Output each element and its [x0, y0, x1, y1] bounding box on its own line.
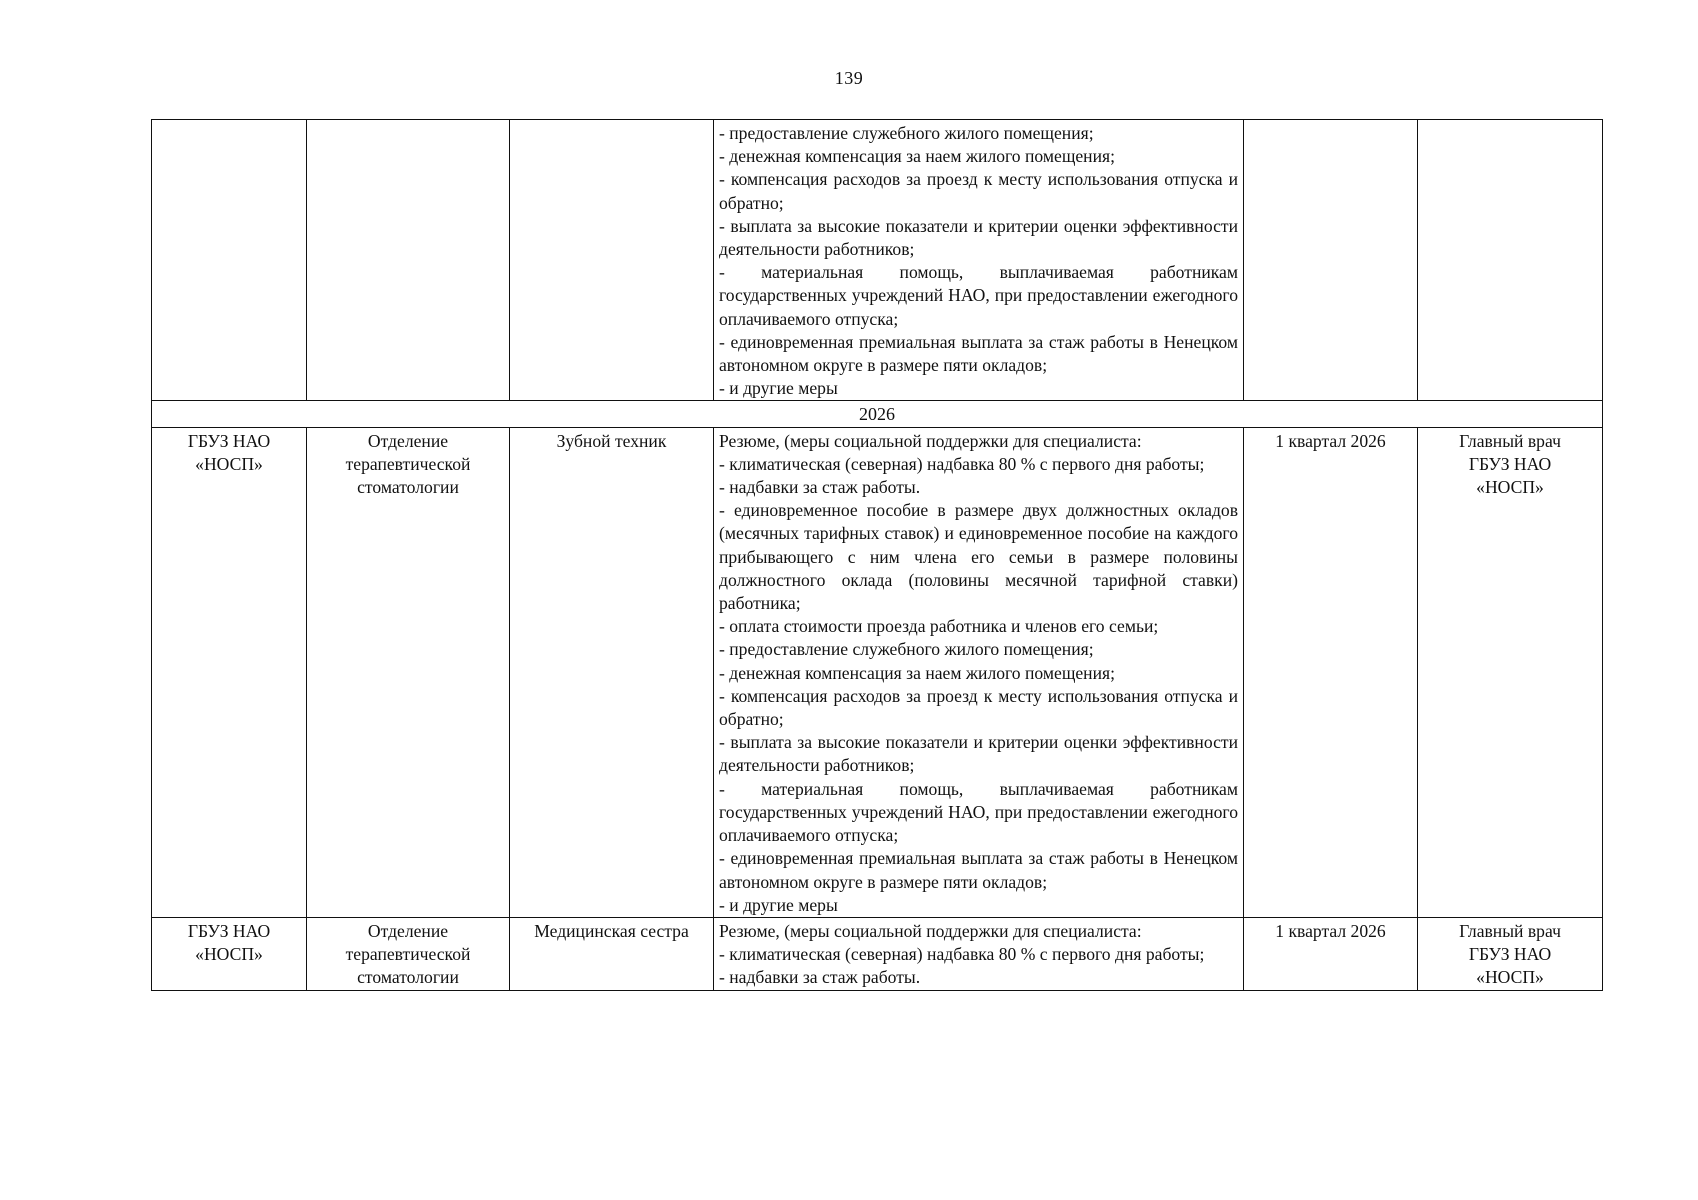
measures-cell: [714, 427, 1244, 917]
page-number: 139: [834, 68, 864, 88]
year-heading-row: [152, 401, 1603, 427]
institution-cell: [152, 917, 307, 990]
institution-cell: [152, 427, 307, 917]
measure-item: Резюме, (меры социальной поддержки для специалиста:: [719, 430, 1142, 451]
institution-abbr: «НОСП»: [195, 453, 263, 474]
measures-table: [151, 119, 1603, 991]
institution-cell: [152, 120, 307, 401]
measures-cell: [714, 120, 1244, 401]
institution-name: ГБУЗ НАО: [187, 430, 271, 451]
measure-item: - компенсация расходов за проезд к месту использования отпуска и обратно;: [719, 685, 1238, 730]
responsible-cell: [1418, 917, 1603, 990]
measure-item: - выплата за высокие показатели и критерии оценки эффективности деятельности работников;: [719, 215, 1238, 260]
department-line: стоматологии: [357, 477, 459, 498]
department-cell: [307, 917, 510, 990]
measure-item: - компенсация расходов за проезд к месту использования отпуска и обратно;: [719, 169, 1238, 213]
table-row: [152, 427, 1603, 917]
measures-cell: [714, 917, 1244, 990]
position-cell: Медицинская сестра: [510, 917, 714, 990]
responsible-line: ГБУЗ НАО: [1468, 944, 1552, 965]
measure-item: Резюме, (меры социальной поддержки для специалиста:: [719, 920, 1142, 941]
responsible-line: «НОСП»: [1476, 967, 1544, 988]
measure-item: - надбавки за стаж работы.: [719, 967, 921, 988]
measure-item: - оплата стоимости проезда работника и членов его семьи;: [719, 616, 1159, 637]
measure-item: - выплата за высокие показатели и критерии оценки эффективности деятельности работников;: [719, 732, 1238, 776]
institution-name: ГБУЗ НАО: [187, 920, 271, 941]
deadline-cell: 1 квартал 2026: [1244, 427, 1418, 917]
measure-item: - материальная помощь, выплачиваемая работникам государственных учреждений НАО, при предоставлении ежегодного оплачиваемого отпуска;: [719, 262, 1238, 329]
measure-item: - климатическая (северная) надбавка 80 % с первого дня работы;: [719, 453, 1205, 474]
department-line: Отделение: [367, 430, 449, 451]
department-cell: [307, 427, 510, 917]
position-cell: [510, 120, 714, 401]
measure-item: - денежная компенсация за наем жилого помещения;: [719, 146, 1115, 167]
measure-item: - материальная помощь, выплачиваемая работникам государственных учреждений НАО, при предоставлении ежегодного оплачиваемого отпуска;: [719, 778, 1238, 846]
table-row: [152, 917, 1603, 990]
responsible-cell: [1418, 120, 1603, 401]
department-line: стоматологии: [357, 967, 459, 988]
position-cell: Зубной техник: [510, 427, 714, 917]
responsible-cell: [1418, 427, 1603, 917]
measure-item: - климатическая (северная) надбавка 80 % с первого дня работы;: [719, 944, 1205, 965]
measure-item: - и другие меры: [719, 894, 838, 915]
department-line: терапевтической: [345, 944, 471, 965]
responsible-line: Главный врач: [1459, 920, 1561, 941]
institution-abbr: «НОСП»: [195, 944, 263, 965]
deadline-cell: 1 квартал 2026: [1244, 917, 1418, 990]
department-line: Отделение: [367, 920, 449, 941]
measure-item: - единовременная премиальная выплата за стаж работы в Ненецком автономном округе в размере пяти окладов;: [719, 331, 1238, 376]
year-heading: 2026: [152, 401, 1603, 427]
measure-item: - денежная компенсация за наем жилого помещения;: [719, 662, 1115, 683]
deadline-cell: [1244, 120, 1418, 401]
measure-item: - единовременная премиальная выплата за стаж работы в Ненецком автономном округе в размере пяти окладов;: [719, 848, 1238, 892]
responsible-line: ГБУЗ НАО: [1468, 453, 1552, 474]
measure-item: - предоставление служебного жилого помещения;: [719, 639, 1094, 660]
continuation-row: [152, 120, 1603, 401]
department-line: терапевтической: [345, 453, 471, 474]
measure-item: - предоставление служебного жилого помещения;: [719, 123, 1094, 143]
measure-item: - единовременное пособие в размере двух должностных окладов (месячных тарифных ставок) и единовременное пособие на каждого прибывающего с ним члена его семьи в размере половины должностного оклада (половины месячной тарифной ставки) работника;: [719, 500, 1238, 614]
measure-item: - надбавки за стаж работы.: [719, 477, 921, 498]
department-cell: [307, 120, 510, 401]
measure-item: - и другие меры: [719, 378, 838, 399]
responsible-line: Главный врач: [1459, 430, 1561, 451]
responsible-line: «НОСП»: [1476, 477, 1544, 498]
